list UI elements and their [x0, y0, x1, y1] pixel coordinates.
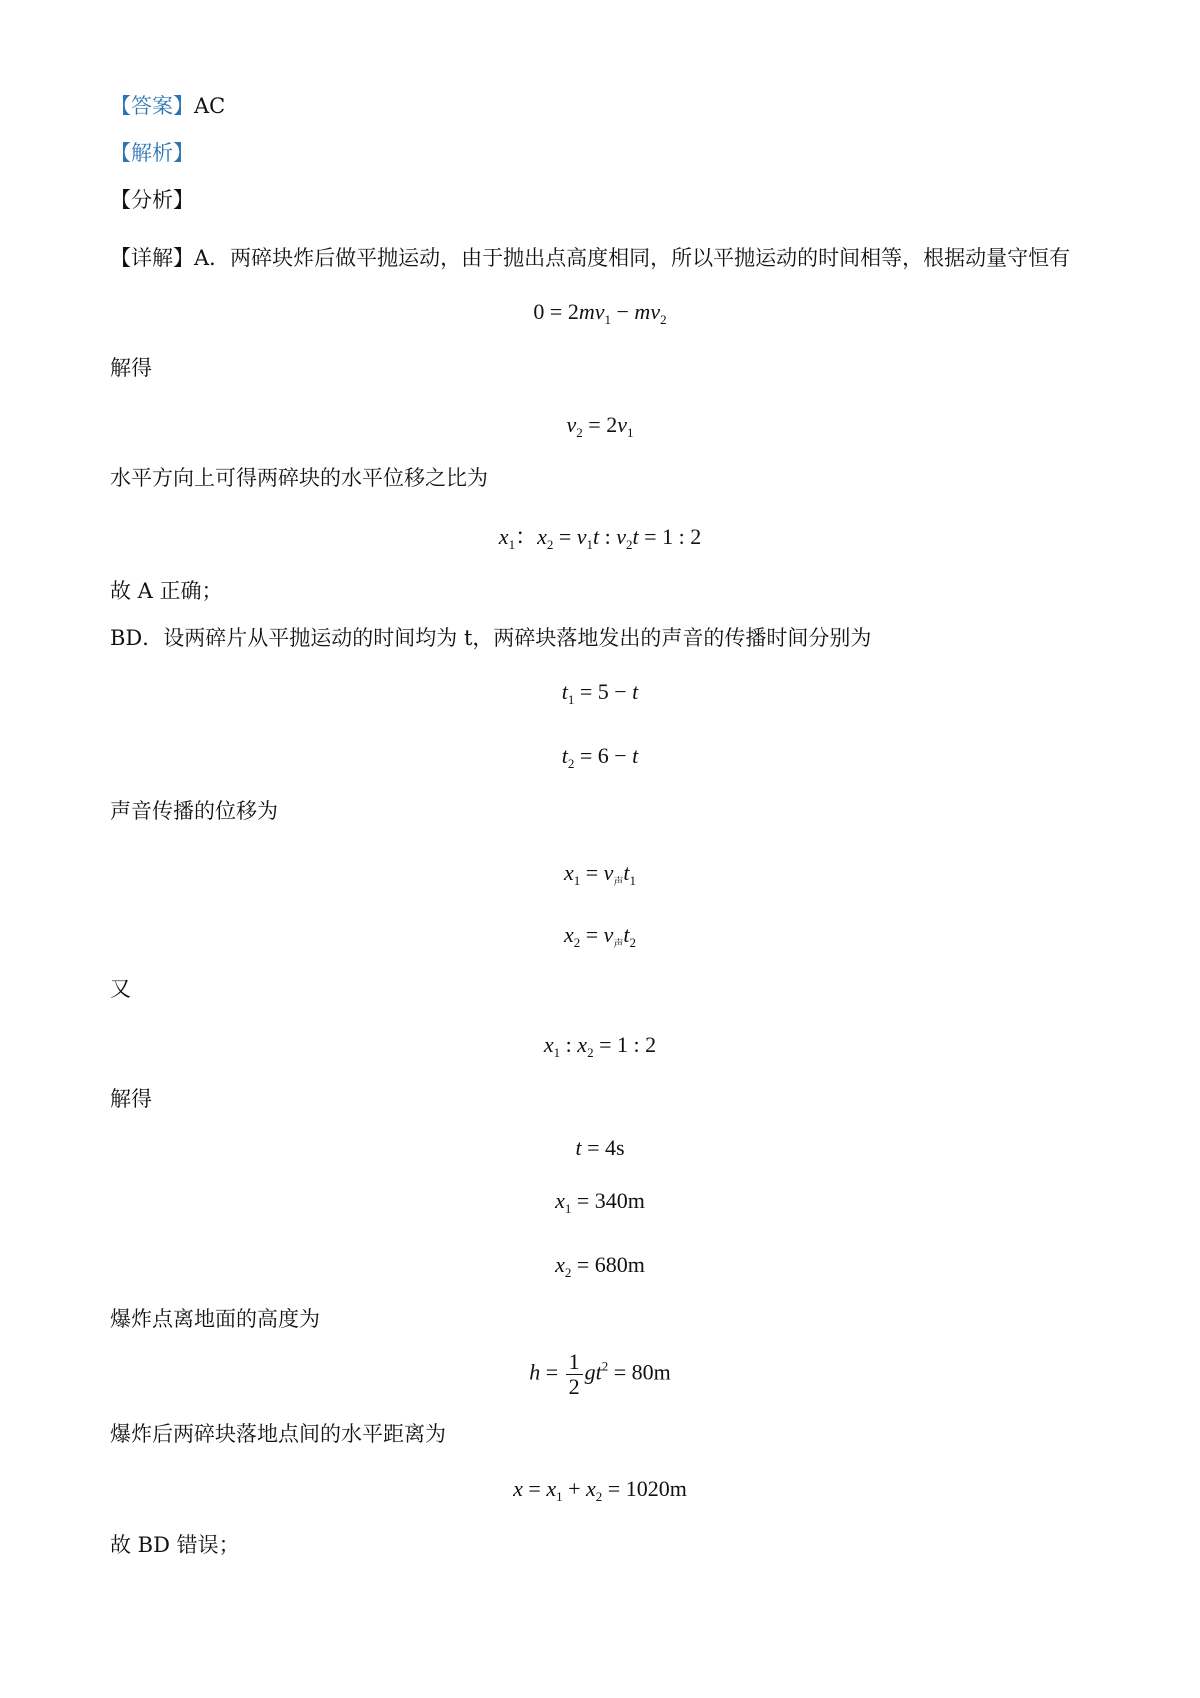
distance-intro: 爆炸后两碎块落地点间的水平距离为	[110, 1422, 446, 1446]
equation-t2: $t_2 = 6 - t$	[561, 743, 639, 771]
detail-line	[110, 244, 1070, 272]
answer-tag: 【答案】	[110, 94, 194, 118]
detail-text: A．两碎块炸后做平抛运动，由于抛出点高度相同，所以平抛运动的时间相等，根据动量守恒有	[194, 246, 1071, 270]
equation-momentum: $0 = 2mv_1 - mv_2$	[533, 299, 667, 327]
equation-height: h = $\frac{1}{2}$ $gt^2 = 80m$	[529, 1349, 671, 1399]
fenxi-tag: 【分析】	[110, 188, 194, 212]
equation-displacement-ratio: $x_1$：$x_2 = v_1t$ : $v_2t = 1$ : 2	[498, 524, 702, 552]
height-intro: 爆炸点离地面的高度为	[110, 1307, 320, 1331]
equation-x1-result: $x_1 = 340m$	[555, 1188, 645, 1216]
equation-x2-result: $x_2 = 680m$	[555, 1252, 645, 1280]
horizontal-ratio-text: 水平方向上可得两碎块的水平位移之比为	[110, 466, 488, 490]
bd-intro: BD．设两碎片从平抛运动的时间均为 t，两碎块落地发出的声音的传播时间分别为	[110, 626, 872, 650]
a-correct: 故 A 正确；	[110, 579, 223, 603]
bd-wrong: 故 BD 错误；	[110, 1533, 240, 1557]
jiede-1: 解得	[110, 356, 152, 380]
sound-disp-text: 声音传播的位移为	[110, 799, 278, 823]
equation-total-distance: $x = x_1 + x_2 = 1020m$	[513, 1476, 687, 1504]
jiede-2: 解得	[110, 1087, 152, 1111]
answer-value: AC	[194, 94, 226, 118]
answer-line	[110, 92, 225, 120]
analysis-tag: 【解析】	[110, 141, 194, 165]
detail-prefix: 【详解】	[110, 246, 194, 270]
equation-x2-sound: $x_2 = v_声t_2$	[563, 922, 637, 950]
equation-x1-sound: $x_1 = v_声t_1$	[563, 860, 637, 888]
you-text: 又	[110, 977, 131, 1001]
fraction-half: $\frac{1}{2}$	[566, 1350, 583, 1399]
equation-t1: $t_1 = 5 - t$	[561, 679, 639, 707]
equation-ratio-given: $x_1$ : $x_2 = 1$ : 2	[543, 1032, 657, 1060]
equation-t-result: t = 4s	[575, 1135, 625, 1160]
equation-v2: $v_2 = 2v_1$	[566, 412, 634, 440]
